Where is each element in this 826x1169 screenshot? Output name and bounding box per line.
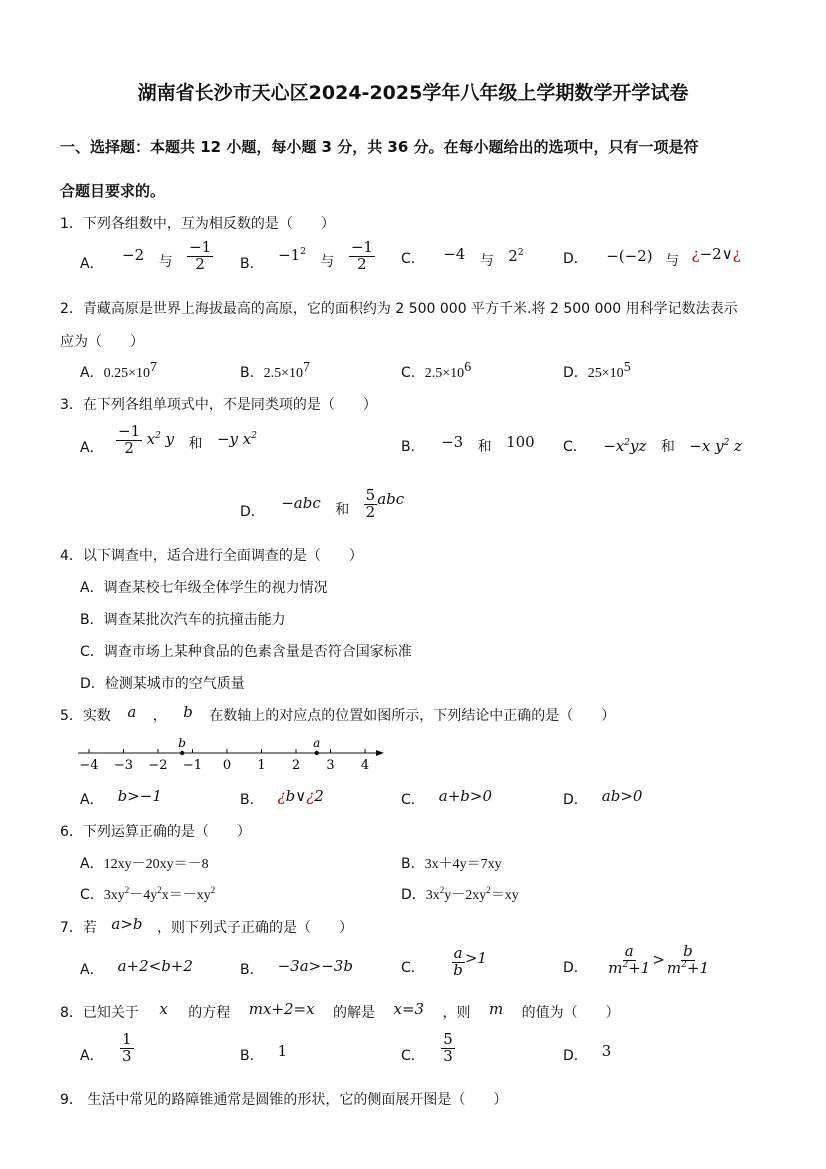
q2-stem-line1: 2．青藏高原是世界上海拔最高的高原，它的面积约为 2 500 000 平方千米.将 2 500 000 用科学记数法表示 [60, 301, 738, 317]
q2-b-base: 2.5×10 [263, 366, 304, 381]
q1-d-glyph2: ¿ [732, 245, 741, 263]
number-line-tick-label: −3 [113, 758, 134, 773]
number-line-tick-label: 1 [257, 758, 266, 773]
q7-d-f1-exp: 2 [622, 959, 629, 970]
q4-option-b: B．调查某批次汽车的抗撞击能力 [80, 612, 286, 628]
fraction-denominator [606, 958, 652, 977]
q7-option-d [563, 944, 711, 977]
point-a-label: a [313, 736, 321, 750]
fraction-denominator: 2 [195, 254, 205, 273]
q1-c-exp: 2 [517, 248, 524, 258]
q3-d-conj: 和 [335, 502, 350, 519]
q3-option-a [80, 424, 257, 457]
q5-option-a [80, 789, 162, 809]
q6-a-text: 12xy－20xy＝－8 [103, 857, 209, 872]
q7-d-f2-plus: +1 [686, 958, 709, 977]
q3-a-t1: x [146, 430, 156, 449]
q5-b-glyph2: ¿ [306, 787, 315, 805]
q8-option-d [563, 1042, 612, 1065]
q1-a-value: −2 [122, 246, 145, 265]
option-label: B． [240, 256, 264, 273]
q7-post: ，则下列式子正确的是（ ） [156, 920, 353, 936]
q6-option-a [80, 853, 209, 873]
q3-c-t2-exp: 2 [723, 438, 730, 448]
q8-mid3: ，则 [442, 1005, 471, 1021]
point-a-marker [315, 751, 319, 755]
point-b-label: b [178, 736, 186, 750]
number-line-tick-label: −4 [79, 758, 99, 773]
q3-d-term: abc [377, 490, 405, 509]
option-label: A． [80, 365, 104, 381]
q3-a-t1-exp: 2 [155, 431, 161, 442]
fraction-numerator: a [453, 944, 463, 962]
q5-stem [60, 705, 615, 725]
option-label: C． [563, 439, 587, 455]
q3-a-t2-exp: 2 [251, 431, 257, 442]
q5-option-d [563, 789, 642, 809]
option-label: C． [80, 887, 104, 903]
q3-b-conj: 和 [477, 439, 492, 455]
q1-a-fraction [187, 240, 213, 273]
q6-option-d [401, 884, 519, 904]
q6-d-s2: 2 [486, 885, 491, 895]
q5-var-b: b [183, 703, 193, 721]
q7-condition: a>b [111, 915, 143, 933]
fraction-denominator: 3 [122, 1046, 132, 1065]
q5-b-end: 2 [314, 787, 324, 805]
option-label: D． [240, 504, 265, 521]
q8-pre: 8．已知关于 [60, 1005, 139, 1021]
q2-option-c [401, 362, 471, 382]
section-header-line2: 合题目要求的。 [60, 182, 166, 200]
q6-c-p3: x＝－xy [161, 888, 211, 903]
q7-b-expr: −3a>−3b [277, 957, 353, 975]
fraction-numerator: a [624, 942, 634, 960]
number-line-tick-label: 4 [360, 758, 370, 773]
q8-a-fraction [120, 1032, 134, 1065]
page-title: 湖南省长沙市天心区2024-2025学年八年级上学期数学开学试卷 [137, 82, 689, 104]
q5-option-c [401, 789, 492, 809]
q3-a-conj: 和 [188, 436, 203, 453]
option-label: B． [401, 856, 425, 872]
q6-d-p2: y－2xy [444, 888, 487, 903]
fraction-numerator: −1 [189, 238, 212, 256]
q1-d-expr [692, 245, 741, 263]
q1-c-conj: 与 [479, 253, 494, 269]
q7-c-fraction [451, 946, 465, 979]
q3-c-conj: 和 [660, 439, 675, 455]
option-label: D． [563, 960, 588, 977]
q8-stem [60, 1002, 620, 1022]
q7-d-fraction2 [665, 944, 711, 977]
option-label: D． [401, 887, 426, 903]
option-label: B． [240, 365, 264, 381]
q1-d-conj: 与 [665, 253, 680, 269]
option-label: A． [80, 1048, 104, 1065]
fraction-numerator: 5 [365, 486, 376, 504]
number-line-tick-label: 0 [222, 758, 232, 773]
q3-a-term1 [147, 430, 174, 448]
option-label: A． [80, 440, 104, 457]
q2-option-a [80, 362, 157, 382]
q3-b-value: −3 [441, 433, 464, 451]
q3-option-b [401, 433, 535, 456]
q4-option-c: C．调查市场上某种食品的色素含量是否符合国家标准 [80, 644, 412, 660]
q3-c-t2b: z [734, 437, 742, 455]
q3-a-fraction [116, 424, 142, 457]
q3-d-fraction [364, 488, 378, 521]
q4-option-d: D．检测某城市的空气质量 [80, 676, 245, 692]
q7-d-gt: > [652, 950, 665, 969]
q6-d-p1: 3x [425, 888, 440, 903]
q1-b-exp: 2 [300, 247, 306, 258]
option-label: B． [401, 439, 425, 455]
q2-b-exp: 7 [303, 360, 311, 375]
q6-c-p2: －4y [129, 888, 158, 903]
q1-d-glyph1: ¿ [691, 245, 700, 263]
q2-option-d [563, 362, 631, 382]
q8-mid1: 的方程 [188, 1005, 231, 1021]
number-line-tick-label: −2 [148, 758, 168, 773]
fraction-denominator: 2 [357, 254, 367, 273]
q5-d-expr: ab>0 [601, 787, 643, 805]
option-label: B． [240, 792, 264, 808]
q5-var-a: a [127, 703, 137, 721]
q1-option-c [401, 245, 524, 270]
q1-a-conj: 与 [158, 254, 173, 271]
q7-stem [60, 917, 353, 937]
q3-c-t1b: yz [630, 437, 647, 455]
q6-c-p1: 3xy [103, 888, 125, 903]
q3-option-d [240, 488, 404, 521]
q1-d-mid: −2∨ [699, 245, 733, 263]
q4-stem: 4．以下调查中，适合进行全面调查的是（ ） [60, 548, 363, 564]
q6-d-text [425, 885, 519, 903]
q7-d-f1-m: m [608, 958, 623, 977]
q3-c-term1 [603, 437, 646, 455]
q2-stem-line2: 应为（ ） [60, 334, 144, 350]
q8-solution: x=3 [393, 1000, 425, 1018]
q7-option-b [240, 959, 353, 979]
q1-c-power [508, 247, 523, 265]
q5-option-b [240, 789, 324, 809]
q1-option-d [563, 245, 741, 270]
q3-option-c [563, 436, 742, 456]
q9-stem: 9． 生活中常见的路障锥通常是圆锥的形状，它的侧面展开图是（ ） [60, 1092, 508, 1108]
q6-c-s1: 2 [124, 885, 130, 895]
q3-c-t2: −x y [689, 437, 724, 455]
option-label: C． [401, 1048, 425, 1065]
option-label: C． [401, 365, 425, 381]
q8-c-fraction [441, 1032, 455, 1065]
q8-option-b [240, 1042, 288, 1065]
q6-d-s1: 2 [439, 885, 445, 895]
q7-option-a [80, 959, 193, 979]
option-label: D． [563, 251, 588, 267]
q2-a-exp: 7 [149, 360, 157, 375]
q7-c-rest: >1 [464, 949, 487, 968]
q1-c-base: 2 [508, 247, 518, 265]
fraction-numerator: 1 [122, 1030, 132, 1048]
number-line-points [178, 736, 320, 755]
section-header-line1: 一、选择题：本题共 12 小题，每小题 3 分，共 36 分。在每小题给出的选项中，只有一项是符 [60, 138, 699, 156]
fraction-denominator [665, 958, 711, 977]
q1-d-value: −(−2) [606, 247, 653, 265]
number-line-arrow [376, 750, 384, 756]
q1-b-fraction [349, 240, 375, 273]
q5-comma: ， [152, 708, 167, 724]
q2-option-b [240, 362, 310, 382]
q5-b-expr [278, 787, 324, 805]
q7-d-fraction1 [606, 944, 652, 977]
q5-pre: 5．实数 [60, 708, 111, 724]
fraction-denominator: b [453, 960, 463, 979]
q2-c-base: 2.5×10 [424, 366, 465, 381]
option-label: C． [401, 251, 425, 267]
q1-b-base: −1 [278, 246, 301, 265]
q7-d-f2-exp: 2 [681, 959, 687, 970]
q6-stem: 6．下列运算正确的是（ ） [60, 824, 251, 840]
q3-stem: 3．在下列各组单项式中，不是同类项的是（ ） [60, 397, 377, 413]
option-label: A． [80, 256, 104, 273]
q8-equation: mx+2=x [248, 1000, 315, 1018]
number-line-tick-label: −1 [182, 758, 203, 773]
q7-pre: 7．若 [60, 920, 97, 936]
q8-d-value: 3 [601, 1042, 612, 1060]
option-label: A． [80, 962, 104, 978]
number-line-tick-label: 3 [326, 758, 335, 773]
option-label: C． [401, 792, 425, 808]
q1-stem: 1．下列各组数中，互为相反数的是（ ） [60, 216, 335, 232]
option-label: D． [563, 365, 588, 381]
q1-c-value: −4 [443, 245, 466, 263]
q8-var-m: m [488, 1000, 504, 1018]
q7-option-c [401, 946, 487, 979]
q6-c-s2: 2 [157, 885, 162, 895]
option-label: A． [80, 792, 104, 808]
q1-b-conj: 与 [320, 254, 335, 271]
q6-c-text [103, 885, 216, 903]
q8-option-a [80, 1032, 134, 1065]
fraction-numerator: −1 [118, 422, 141, 440]
q3-a-t1b: y [165, 430, 175, 449]
number-line-tick-label: 2 [291, 758, 301, 773]
q2-d-exp: 5 [623, 360, 631, 375]
q1-option-a [80, 240, 213, 273]
q6-c-s3: 2 [210, 885, 216, 895]
q6-b-text: 3x＋4y＝7xy [424, 857, 502, 872]
fraction-numerator: 5 [443, 1030, 453, 1048]
option-label: D． [563, 1048, 588, 1064]
option-label: C． [401, 960, 425, 977]
q5-b-glyph1: ¿ [277, 787, 286, 805]
q8-option-c [401, 1032, 455, 1065]
point-b-marker [180, 751, 184, 755]
q3-c-term2 [689, 437, 742, 455]
q5-a-expr: b>−1 [117, 787, 162, 805]
q3-d-value: −abc [281, 494, 321, 513]
q8-mid2: 的解是 [333, 1005, 376, 1021]
q3-b-value2: 100 [506, 433, 535, 451]
q3-a-term2 [217, 430, 257, 448]
q7-a-expr: a+2<b+2 [117, 957, 193, 975]
option-label: B． [240, 962, 264, 978]
fraction-denominator: 2 [365, 502, 376, 521]
q2-d-base: 25×10 [587, 366, 624, 381]
fraction-denominator: 3 [443, 1046, 453, 1065]
q7-d-f2-m: m [666, 958, 682, 977]
q1-b-value [278, 246, 306, 264]
q7-d-f1-plus: +1 [628, 958, 651, 977]
fraction-numerator: b [683, 942, 693, 960]
q5-post: 在数轴上的对应点的位置如图所示，下列结论中正确的是（ ） [209, 708, 616, 724]
q8-b-value: 1 [277, 1042, 288, 1060]
number-line-figure [72, 734, 392, 774]
q2-a-base: 0.25×10 [103, 366, 150, 381]
q6-option-b [401, 853, 502, 873]
q6-option-c [80, 884, 215, 904]
option-label: A． [80, 856, 104, 872]
fraction-denominator: 2 [124, 438, 134, 457]
q8-post: 的值为（ ） [521, 1005, 620, 1021]
q6-d-p3: ＝xy [490, 888, 519, 903]
fraction-numerator: −1 [350, 238, 373, 256]
q3-c-t1: −x [603, 437, 625, 455]
option-label: B． [240, 1048, 264, 1064]
q3-a-t2: −y x [216, 430, 252, 449]
q5-c-expr: a+b>0 [438, 787, 493, 805]
q4-option-a: A．调查某校七年级全体学生的视力情况 [80, 580, 328, 596]
q2-c-exp: 6 [464, 360, 472, 375]
q1-option-b [240, 240, 375, 273]
q5-b-mid: b∨ [285, 787, 307, 805]
option-label: D． [563, 792, 588, 808]
q3-c-t1-exp: 2 [624, 438, 630, 448]
q8-var-x: x [159, 1000, 168, 1018]
